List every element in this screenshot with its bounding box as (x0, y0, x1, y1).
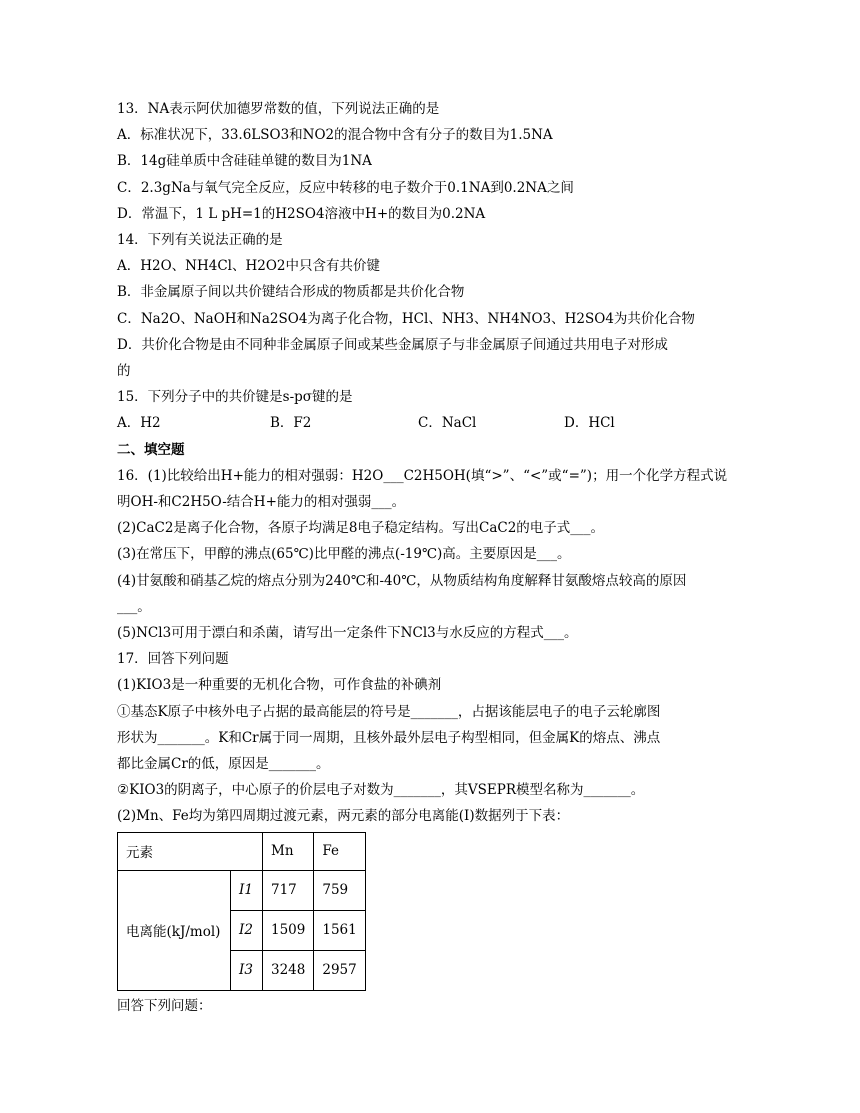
q14-option-a: A．H2O、NH4Cl、H2O2中只含有共价键 (117, 258, 381, 275)
exam-page (117, 96, 737, 1019)
question-16-part5: (5)NCl3可用于漂白和杀菌，请写出一定条件下NCl3与水反应的方程式___。 (117, 625, 578, 642)
question-15: 15．下列分子中的共价键是s-pσ键的是 (117, 389, 353, 406)
ionization-energy-table (117, 832, 366, 991)
section-heading: 二、填空题 (117, 441, 185, 458)
fe-value: 2957 (314, 950, 365, 990)
q14-option-b: B．非金属原子间以共价键结合形成的物质都是共价化合物 (117, 284, 465, 301)
q13-option-a: A．标准状况下，33.6LSO3和NO2的混合物中含有分子的数目为1.5NA (117, 127, 553, 144)
table-row (118, 870, 366, 910)
mn-value: 717 (263, 870, 314, 910)
q13-option-b: B．14g硅单质中含硅硅单键的数目为1NA (117, 153, 372, 170)
question-17-part1-a: ①基态K原子中核外电子占据的最高能层的符号是_______，占据该能层电子的电子云轮廓图 (117, 703, 661, 720)
fe-value: 759 (314, 870, 365, 910)
question-16-part4-cont: ___。 (117, 598, 151, 615)
q13-option-d: D．常温下，1 L pH=1的H2SO4溶液中H+的数目为0.2NA (117, 205, 486, 222)
question-16-part1: 16．(1)比较给出H+能力的相对强弱：H2O___C2H5OH(填“>”、“<”或“=”)；用一个化学方程式说 (117, 467, 728, 484)
q15-option-c: C．NaCl (418, 415, 477, 432)
header-fe: Fe (314, 832, 365, 870)
q14-option-d-cont: 的 (117, 363, 131, 380)
question-17-part1-a-cont2: 都比金属Cr的低，原因是_______。 (117, 756, 330, 773)
question-16-part2: (2)CaC2是离子化合物，各原子均满足8电子稳定结构。写出CaC2的电子式___。 (117, 520, 605, 537)
ionization-symbol: I2 (231, 910, 263, 950)
question-17-part1: (1)KIO3是一种重要的无机化合物，可作食盐的补碘剂 (117, 677, 442, 694)
mn-value: 1509 (263, 910, 314, 950)
after-table-text: 回答下列问题： (117, 997, 212, 1014)
ionization-symbol: I3 (231, 950, 263, 990)
question-17-part1-b: ②KIO3的阴离子，中心原子的价层电子对数为_______，其VSEPR模型名称为_______。 (117, 782, 645, 799)
q14-option-d: D．共价化合物是由不同种非金属原子间或某些金属原子与非金属原子间通过共用电子对形成 (117, 336, 668, 353)
q15-option-a: A．H2 (117, 415, 161, 432)
q15-option-b: B．F2 (270, 415, 312, 432)
header-mn: Mn (263, 832, 314, 870)
question-14: 14．下列有关说法正确的是 (117, 232, 283, 249)
question-16-part4: (4)甘氨酸和硝基乙烷的熔点分别为240℃和-40℃，从物质结构角度解释甘氨酸熔点较高的原因 (117, 572, 687, 589)
q14-option-c: C．Na2O、NaOH和Na2SO4为离子化合物，HCl、NH3、NH4NO3、H2SO4为共价化合物 (117, 310, 695, 327)
question-16-part1-cont: 明OH-和C2H5O-结合H+能力的相对强弱___。 (117, 494, 406, 511)
question-16-part3: (3)在常压下，甲醇的沸点(65℃)比甲醛的沸点(-19℃)高。主要原因是___。 (117, 546, 571, 563)
header-element: 元素 (118, 832, 263, 870)
question-17: 17．回答下列问题 (117, 651, 229, 668)
table-header-row (118, 832, 366, 870)
q15-options (117, 410, 737, 436)
fe-value: 1561 (314, 910, 365, 950)
mn-value: 3248 (263, 950, 314, 990)
q15-option-d: D．HCl (564, 415, 615, 432)
q13-option-c: C．2.3gNa与氧气完全反应，反应中转移的电子数介于0.1NA到0.2NA之间 (117, 179, 574, 196)
question-17-part1-a-cont1: 形状为_______。K和Cr属于同一周期，且核外最外层电子构型相同，但金属K的熔点、沸点 (117, 729, 661, 746)
row-label: 电离能(kJ/mol) (118, 870, 231, 990)
question-13: 13．NA表示阿伏加德罗常数的值，下列说法正确的是 (117, 101, 440, 117)
ionization-symbol: I1 (231, 870, 263, 910)
question-17-part2: (2)Mn、Fe均为第四周期过渡元素，两元素的部分电离能(I)数据列于下表： (117, 808, 570, 825)
